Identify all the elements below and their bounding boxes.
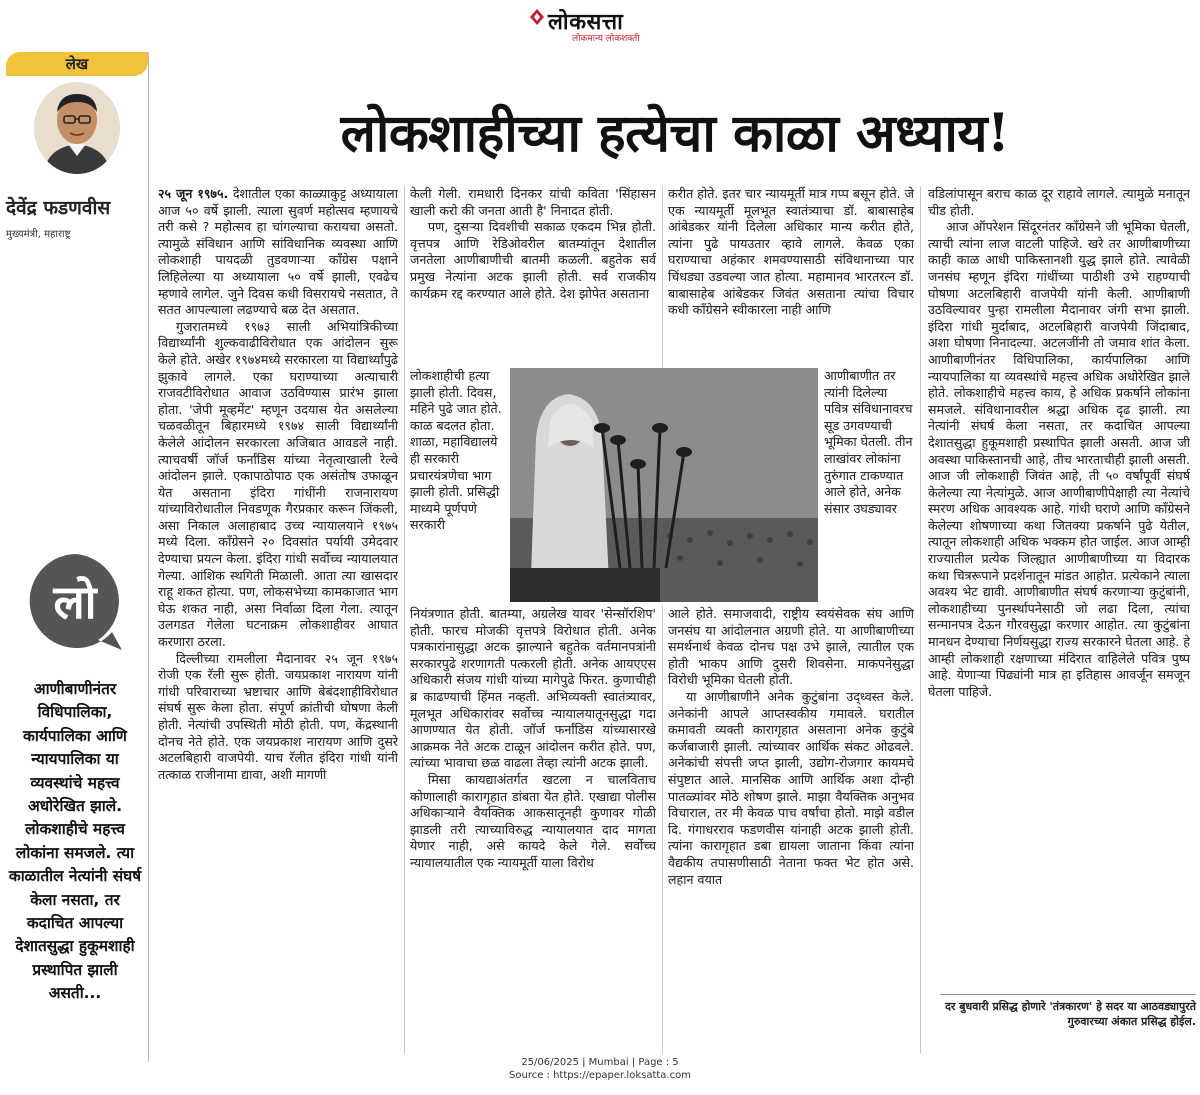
paragraph: गुजरातमध्ये १९७३ साली अभियांत्रिकीच्या विद्यार्थ्यांनी शुल्कवाढीविरोधात एक आंदोलन सुरू केले होते. अखेर १९७४मध्ये सरकारला या विद्यार्थ्यांपुढे झुकावे लागले. एका घराण्याच्या अत्याचारी राजवटीविरोधात आवाज उठविण्यास प्रारंभ झाला होता. 'जेपी मूव्हमेंट' म्हणून उदयास येत असलेल्या चळवळीतून बिहारमध्ये १९७४ साली विद्यार्थ्यांनी केलेले आंदोलन सरकारला अजिबात आवडले नाही. त्याचवर्षी जॉर्ज फर्नांडिस यांच्या नेतृत्वाखाली रेल्वे आंदोलन झाले. एकापाठोपाठ एक असंतोष उफाळून येत असताना इंदिरा गांधींनी राजनारायण यांच्याविरोधातील निवडणूक गैरप्रकार करून जिंकली, असा निकाल अलाहाबाद उच्च न्यायालयाने १९७५ मध्ये दिला. काँग्रेसने २० दिवसांत पर्यायी उमेदवार देण्याचा प्रयत्न केला. इंदिरा गांधी सर्वोच्च न्यायालयात गेल्या. आंशिक स्थगिती मिळाली. आता त्या खासदार राहू शकत होत्या. पण, लोकसभेच्या कामकाजात भाग घेऊ शकत नाही, असा निर्वाळा दिला गेला. त्यातून उलगडत गेलेला घटनाक्रम लोकशाहीवर आघात करणारा ठरला. [158,318,398,650]
article-column-3-bottom [668,606,914,1054]
article-column-3-wrap [824,368,914,602]
author-name: देवेंद्र फडणवीस [6,197,111,219]
paragraph: वडिलांपासून बराच काळ दूर राहावे लागले. त्यामुळे मनातून चीड होती. [928,186,1190,218]
author-photo [34,82,120,174]
paragraph: नियंत्रणात होती. बातम्या, अग्रलेख यावर 'सेन्सॉरशिप' होती. फारच मोजकी वृत्तपत्रे विरोधात होती. अनेक पत्रकारांनासुद्धा अटक झाल्याने बहुतेक वर्तमानपत्रांनी सरकारपुढे शरणागती पत्करली होती. अनेक आयएएस अधिकारी संजय गांधी यांच्या मागेपुढे फिरत. कुणाचीही ब्र काढण्याची हिंमत नव्हती. अभिव्यक्ती स्वातंत्र्यावर, मूलभूत अधिकारांवर सर्वोच्च न्यायालयातूनसुद्धा गदा आणण्यात येत होती. जॉर्ज फर्नांडिस यांच्यासारखे आक्रमक नेते अटक टाळून आंदोलन करीत होते. पण, त्यांच्या भावाचा छळ वाढला तेव्हा त्यांनी अटक झाली. [410,606,656,771]
paragraph: या आणीबाणीने अनेक कुटुंबांना उद्ध्वस्त केले. अनेकांनी आपले आप्तस्वकीय गमावले. घरातील कमावती व्यक्ती कारागृहात असताना अनेक कुटुंबे कर्जबाजारी झाली. त्यांच्यावर आर्थिक संकट ओढवले. अनेकांची संपत्ती जप्त झाली, उद्योग-रोजगार कायमचे संपुष्टात आले. मानसिक आणि आर्थिक अशा दोन्ही पातळ्यांवर मोठे शोषण झाले. माझा वैयक्तिक अनुभव विचाराल, तर मी केवळ पाच वर्षांचा होतो. माझे वडील दि. गंगाधरराव फडणवीस यांनाही अटक झाली होती. त्यांना कारागृहात डबा द्यायला जाताना किंवा त्यांना वैद्यकीय तपासणीसाठी नेताना फक्त भेट होत असे. लहान वयात [668,688,914,887]
article-column-2-top [410,186,656,368]
source-link[interactable]: Source : https://epaper.loksatta.com [509,1070,691,1081]
headline: लोकशाहीच्या हत्येचा काळा अध्याय! [340,103,1010,164]
article-column-3-top [668,186,914,368]
section-label: लेख [6,52,148,76]
masthead [0,0,1200,48]
paragraph: मिसा कायद्याअंतर्गत खटला न चालविताच कोणालाही कारागृहात डांबता येत होते. एखाद्या पोलीस अधिकाऱ्याने वैयक्तिक आकसातूनही कुणावर गोळी झाडली तरी त्याच्याविरुद्ध न्यायालयात दाद मागता येणार नाही, असे कायदे केले गेले. सर्वोच्च न्यायालयातील एक न्यायमूर्ती याला विरोध [410,771,656,870]
article-column-4 [928,186,1190,986]
logo-mark-icon [530,9,544,25]
article-column-2-wrap [410,368,504,602]
archive-photo [510,368,818,602]
paragraph: दिल्लीच्या रामलीला मैदानावर २५ जून १९७५ रोजी एक रॅली सुरू होती. जयप्रकाश नारायण यांनी गांधी परिवाराच्या भ्रष्टाचार आणि बेबंदशाहीविरोधात संघर्ष सुरू केला होता. संपूर्ण क्रांतीची घोषणा केली होती. नेत्यांची उपस्थिती मोठी होती. पण, केंद्रस्थानी दोनच नेते होते. एक जयप्रकाश नारायण आणि दुसरे अटलबिहारी वाजपेयी. याच रॅलीत इंदिरा गांधी यांनी तत्काळ राजीनामा द्यावा, अशी मागणी [158,650,398,782]
speech-bubble-logo-icon [22,548,128,654]
paragraph: आणीबाणीत तर त्यांनी दिलेल्या पवित्र संविधानावरच सूड उगवण्याची भूमिका घेतली. तीन लाखांवर लोकांना तुरुंगात टाकण्यात आले होते, अनेक संसार उघड्यावर [824,368,913,516]
column-divider [404,186,405,1054]
column-note: दर बुधवारी प्रसिद्ध होणारे 'तंत्रकारण' हे सदर या आठवड्यापुरते गुरुवारच्या अंकात प्रसिद्ध होईल. [940,994,1196,1029]
edition-info: 25/06/2025 | Mumbai | Page : 5 [521,1057,679,1068]
paragraph: आले होते. समाजवादी, राष्ट्रीय स्वयंसेवक संघ आणि जनसंघ या आंदोलनात अग्रणी होते. या आणीबाणीच्या समर्थनार्थ केवळ दोनच पक्ष उभे झाले, त्यातील एक होती भाकप आणि दुसरी शिवसेना. माकपनेसुद्धा विरोधी भूमिका घेतली होती. [668,606,914,688]
column-divider [662,606,663,1054]
paragraph: पण, दुसऱ्या दिवशीची सकाळ एकदम भिन्न होती. वृत्तपत्र आणि रेडिओवरील बातम्यांतून देशातील जनतेला आणीबाणीची बातमी कळली. बहुतेक सर्व प्रमुख नेत्यांना अटक झाली होती. सर्व राजकीय कार्यक्रम रद्द करण्यात आले होते. देश झोपेत असताना [410,219,656,301]
column-divider [920,186,921,1054]
sidebar-divider [148,52,149,1062]
pull-quote: आणीबाणीनंतर विधिपालिका, कार्यपालिका आणि न्यायपालिका या व्यवस्थांचे महत्त्व अधोरेखित झाले. लोकशाहीचे महत्त्व लोकांना समजले. त्या काळातील नेत्यांनी संघर्ष केला नसता, तर कदाचित आपल्या देशातसुद्धा हुकूमशाही प्रस्थापित झाली असती... [8,680,142,1003]
masthead-logo: लोकसत्ता [548,9,624,35]
page-footer [0,1056,1200,1082]
paragraph: देशातील एका काळ्याकुट्ट अध्यायाला आज ५० वर्षे झाली. त्याला सुवर्ण महोत्सव म्हणायचे तरी कसे ? महोत्सव हा चांगल्याचा करायचा असतो. त्यामुळे संविधान आणि सांविधानिक व्यवस्था आणि लोकशाही पायदळी तुडवणाऱ्या काँग्रेस पक्षाने लिहिलेल्या या अध्यायाला ५० वर्षे झाली, एवढेच म्हणावे लागेल. जुने दिवस कधी विसरायचे नसतात, ते सतत आपल्याला लढण्याचे बळ देत असतात. [158,186,398,318]
author-role: मुख्यमंत्री, महाराष्ट्र [6,229,71,240]
article-column-1 [158,186,398,1054]
column-divider [662,186,663,368]
paragraph: करीत होते. इतर चार न्यायमूर्ती मात्र गप्प बसून होते. जे एक न्यायमूर्ती मूलभूत स्वातंत्र्याचा डॉ. बाबासाहेब आंबेडकर यांनी दिलेला अधिकार मान्य करीत होते, त्यांना पुढे पायउतार व्हावे लागले. केवळ एका घराण्याचा अहंकार शमवण्यासाठी संविधानाच्या पार चिंधड्या उडवल्या जात होत्या. महामानव भारतरत्न डॉ. बाबासाहेब आंबेडकर जिवंत असताना त्यांचा विचार कधी काँग्रेसने स्वीकारला नाही आणि [668,186,914,318]
paragraph: लोकशाहीची हत्या झाली होती. दिवस, महिने पुढे जात होते. काळ बदलत होता. शाळा, महाविद्यालये ही सरकारी प्रचारयंत्रणेचा भाग झाली होती. प्रसिद्धी माध्यमे पूर्णपणे सरकारी [410,368,502,533]
svg-text:लो: लो [53,575,97,629]
masthead-tagline: लोकमान्य लोकशक्ती [572,34,640,44]
dateline: २५ जून १९७५. [158,186,229,201]
paragraph: केली गेली. रामधारी दिनकर यांची कविता 'सिंहासन खाली करो की जनता आती है' निनादत होती. [410,186,656,218]
paragraph: आज ऑपरेशन सिंदूरनंतर काँग्रेसने जी भूमिका घेतली, त्याची त्यांना लाज वाटली पाहिजे. खरे तर आणीबाणीच्या काही काळ आधी पाकिस्तानशी युद्ध झाले होते. त्यावेळी जनसंघ म्हणून इंदिरा गांधींच्या पाठीशी उभे राहण्याची घोषणा अटलबिहारी वाजपेयी यांनी केली. आणीबाणी उठविल्यावर पुन्हा रामलीला मैदानावर जंगी सभा झाली. इंदिरा गांधी मुर्दाबाद, अटलबिहारी वाजपेयी जिंदाबाद, अशा घोषणा निनादल्या. अटलजींनी तो जमाव शांत केला. आणीबाणीनंतर विधिपालिका, कार्यपालिका आणि न्यायपालिका या व्यवस्थांचे महत्त्व अधिक अधोरेखित झाले होते. लोकशाहीचे महत्त्व काय, हे अधिक प्रकर्षाने लोकांना समजले. संविधानावरील श्रद्धा अधिक दृढ झाली. त्या नेत्यांनी संघर्ष केला नसता, तर कदाचित आपल्या देशातसुद्धा हुकूमशाही प्रस्थापित झाली असती. आज जी अवस्था पाकिस्तानची आहे, तीच भारताचीही झाली असती. आज जी लोकशाही जिवंत आहे, ती ५० वर्षांपूर्वी संघर्ष केलेल्या त्या नेत्यांमुळे. आज आणीबाणीपेक्षाही त्या नेत्यांचे स्मरण अधिक आवश्यक आहे. गांधी घराणे आणि काँग्रेसने केलेल्या शोषणाच्या कथा जितक्या प्रकर्षाने पुढे येतील, त्यातून लोकशाही अधिक भक्कम होत जाईल. आज आम्ही राज्यातील प्रत्येक जिल्ह्यात आणीबाणीच्या या विदारक कथा चित्ररूपाने प्रदर्शनातून मांडत आहोत. प्रत्येकाने त्याला अवश्य भेट द्यावी. आणीबाणीत संघर्ष करणाऱ्या कुटुंबांनी, लोकशाहीच्या पुनर्स्थापनेसाठी जो लढा दिला, त्यांचा सन्मानपत्र देऊन गौरवसुद्धा करणार आहोत. त्या कुटुंबांना मानधन देण्याचा निर्णयसुद्धा राज्य सरकारने घेतला आहे. हे आम्ही लोकशाही रक्षणाच्या मंदिरात वाहिलेले पवित्र पुष्प आहे. येणाऱ्या पिढ्यांनी मात्र हा इतिहास आवर्जून समजून घेतला पाहिजे. [928,219,1190,699]
article-column-2-bottom [410,606,656,1054]
